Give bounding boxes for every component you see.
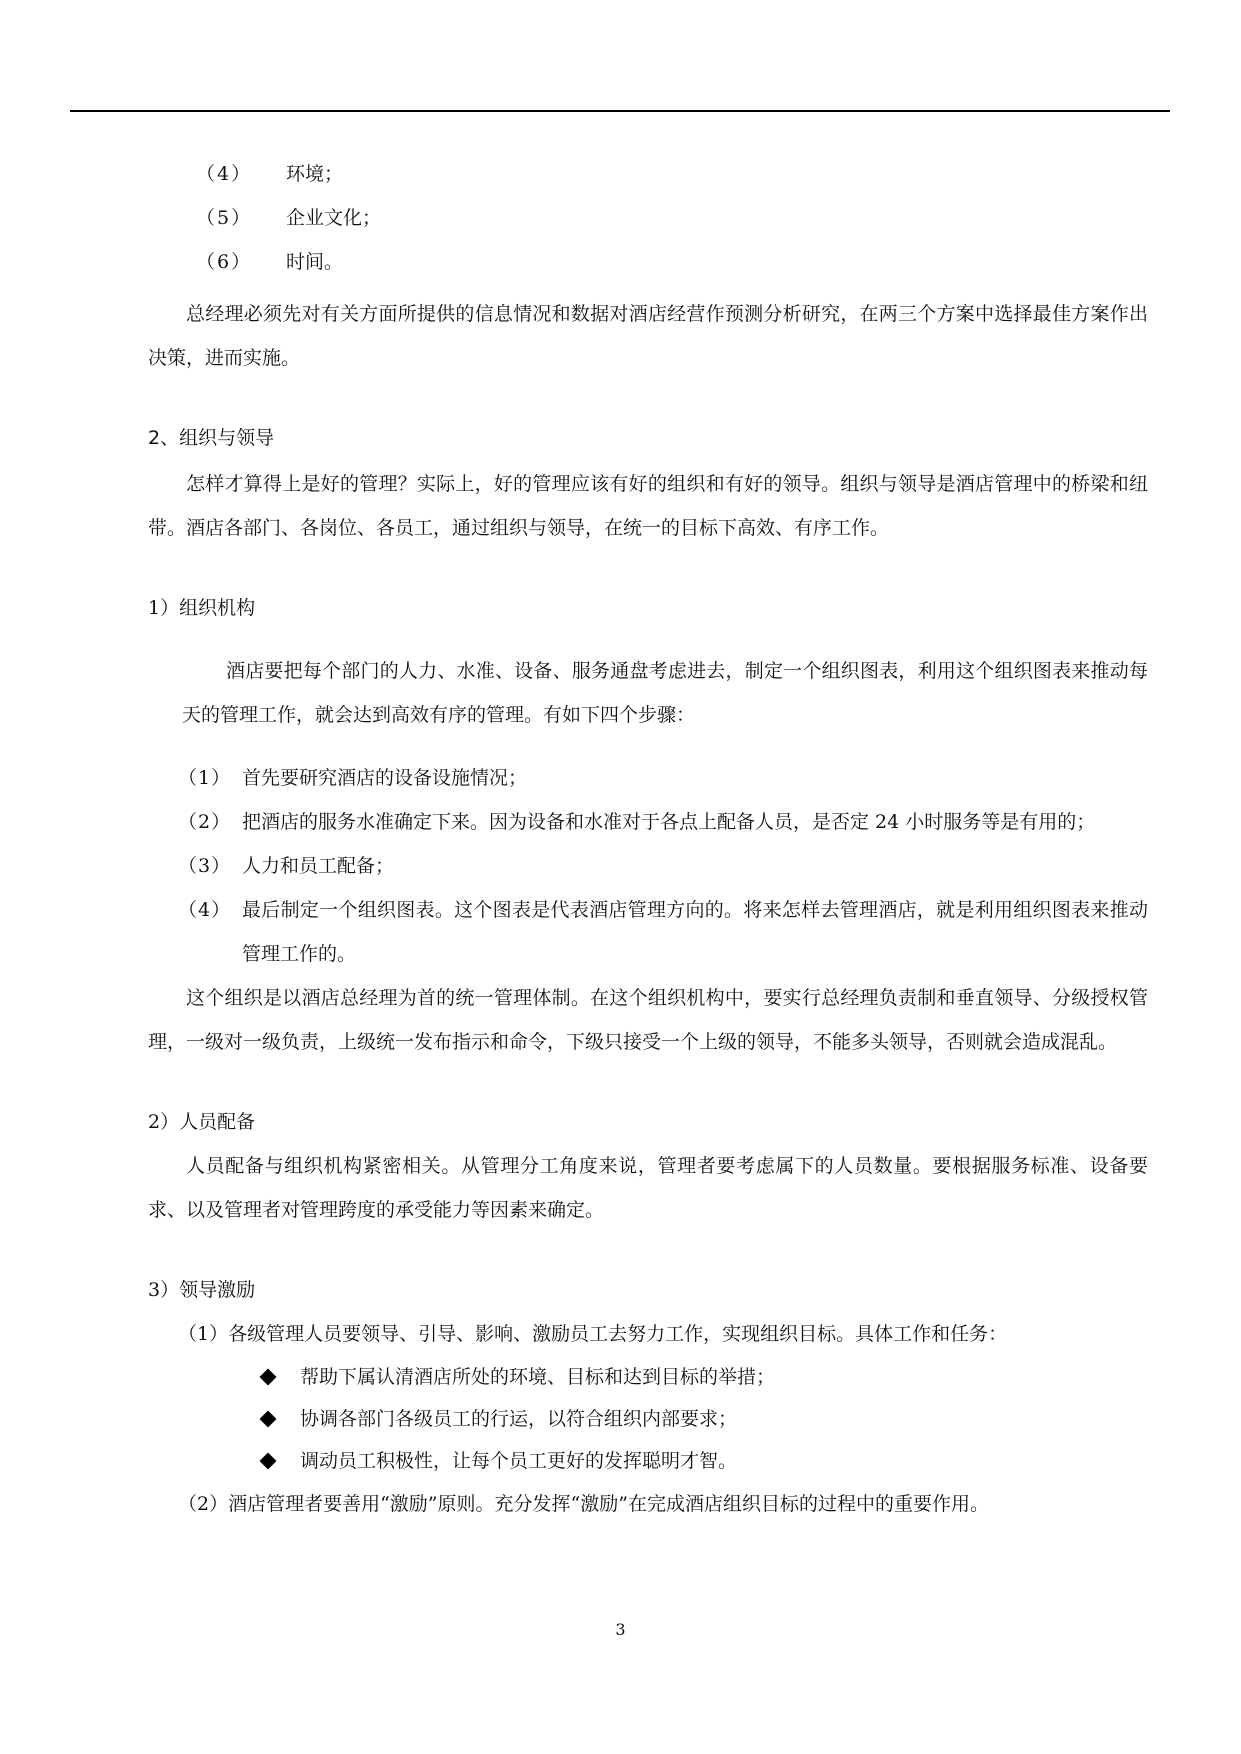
bullet-item	[258, 1356, 1148, 1398]
bullet-text: 协调各部门各级员工的行运，以符合组织内部要求；	[300, 1408, 738, 1430]
list-item-number: （1）	[178, 767, 232, 789]
list-item	[178, 800, 1148, 844]
subsection-heading: 2）人员配备	[148, 1111, 256, 1133]
bullet-item	[258, 1398, 1148, 1440]
diamond-bullet-icon	[260, 1369, 277, 1386]
subsection-heading: 1）组织机构	[148, 597, 256, 619]
list-item-number: （4）	[178, 899, 232, 921]
list-item-number: （3）	[178, 855, 232, 877]
diamond-bullet-icon	[260, 1411, 277, 1428]
list-item-text: 人力和员工配备；	[242, 855, 395, 877]
list-item-number: （6）	[196, 251, 253, 273]
bullet-text: 帮助下属认清酒店所处的环境、目标和达到目标的举措；	[300, 1366, 776, 1388]
steps-list	[178, 756, 1148, 976]
list-item	[196, 248, 1148, 292]
list-item-text: 时间。	[286, 251, 344, 273]
list-item	[178, 756, 1148, 800]
subsection-heading: 3）领导激励	[148, 1279, 256, 1301]
section-paragraph: 怎样才算得上是好的管理？实际上，好的管理应该有好的组织和有好的领导。组织与领导是酒店管理中的桥梁和纽带。酒店各部门、各岗位、各员工，通过组织与领导，在统一的目标下高效、有序工作。	[148, 473, 1148, 539]
point-two: （2）酒店管理者要善用“激励”原则。充分发挥“激励”在完成酒店组织目标的过程中的重要作用。	[178, 1493, 989, 1515]
header-rule	[70, 110, 1170, 112]
list-item-text: 环境；	[286, 163, 344, 185]
section-heading: 2、组织与领导	[148, 427, 275, 449]
list-item-text: 把酒店的服务水准确定下来。因为设备和水准对于各点上配备人员，是否定 24 小时服务等是有用的；	[242, 811, 1096, 833]
bullet-text: 调动员工积极性，让每个员工更好的发挥聪明才智。	[300, 1450, 738, 1472]
bullet-list	[258, 1356, 1148, 1482]
list-item-number: （4）	[196, 163, 253, 185]
list-item-text: 企业文化；	[286, 207, 382, 229]
page-number: 3	[615, 1620, 626, 1639]
top-list	[196, 160, 1148, 292]
list-item	[178, 888, 1148, 976]
document-body	[148, 160, 1148, 1526]
list-item	[196, 204, 1148, 248]
list-item-number: （5）	[196, 207, 253, 229]
subsection-paragraph: 酒店要把每个部门的人力、水准、设备、服务通盘考虑进去，制定一个组织图表，利用这个组织图表来推动每天的管理工作，就会达到高效有序的管理。有如下四个步骤：	[182, 660, 1148, 726]
diamond-bullet-icon	[260, 1453, 277, 1470]
list-item	[178, 844, 1148, 888]
list-item-text: 最后制定一个组织图表。这个图表是代表酒店管理方向的。将来怎样去管理酒店，就是利用组织图表来推动管理工作的。	[242, 899, 1148, 965]
bullet-item	[258, 1440, 1148, 1482]
list-item-text: 首先要研究酒店的设备设施情况；	[242, 767, 528, 789]
point-one: （1）各级管理人员要领导、引导、影响、激励员工去努力工作，实现组织目标。具体工作和任务：	[178, 1323, 1008, 1345]
list-item	[196, 160, 1148, 204]
intro-paragraph: 总经理必须先对有关方面所提供的信息情况和数据对酒店经营作预测分析研究，在两三个方案中选择最佳方案作出决策，进而实施。	[148, 303, 1148, 369]
subsection-closing-paragraph: 这个组织是以酒店总经理为首的统一管理体制。在这个组织机构中，要实行总经理负责制和垂直领导、分级授权管理，一级对一级负责，上级统一发布指示和命令，下级只接受一个上级的领导，不能多头领导，否则就会造成混乱。	[148, 987, 1148, 1053]
leadership-block	[148, 1312, 1148, 1526]
list-item-number: （2）	[178, 811, 232, 833]
subsection-paragraph: 人员配备与组织机构紧密相关。从管理分工角度来说，管理者要考虑属下的人员数量。要根据服务标准、设备要求、以及管理者对管理跨度的承受能力等因素来确定。	[148, 1155, 1148, 1221]
